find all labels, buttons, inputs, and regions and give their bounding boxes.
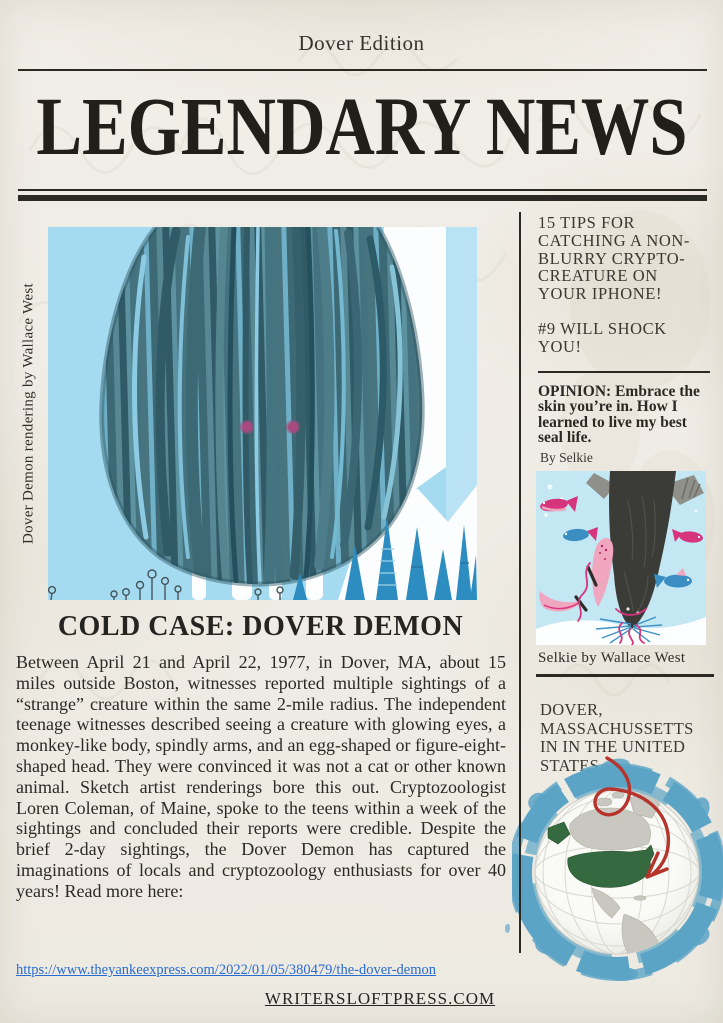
masthead-title: LEGENDARY NEWS bbox=[35, 79, 688, 173]
opinion-rule bbox=[538, 371, 710, 373]
masthead-rule-thick bbox=[18, 195, 707, 201]
teaser-headline: 15 TIPS FOR CATCHING A NON-BLURRY CRYPTO-CREATURE ON YOUR IPHONE! bbox=[538, 213, 691, 304]
image-credit-vertical: Dover Demon rendering by Wallace West bbox=[20, 283, 37, 544]
dover-location-map bbox=[512, 750, 723, 985]
brush-blobs bbox=[517, 757, 722, 981]
opinion-headline: OPINION: Embrace the skin you’re in. How I learned to live my best seal life. bbox=[538, 383, 700, 447]
graticule bbox=[535, 790, 699, 954]
map-heading: DOVER, MASSACHUSSETTS IN IN THE UNITED STATES bbox=[540, 700, 694, 775]
ink-blot bbox=[505, 924, 510, 933]
footer-site-link[interactable]: WRITERSLOFTPRESS.COM bbox=[264, 989, 496, 1008]
footer bbox=[0, 989, 723, 1009]
read-more-link[interactable]: https://www.theyankeexpress.com/2022/01/05/380479/the-dover-demon bbox=[16, 962, 436, 978]
masthead bbox=[0, 76, 723, 176]
brush-ring bbox=[512, 750, 723, 985]
united-states-shape bbox=[548, 822, 654, 887]
land-masses bbox=[570, 792, 660, 957]
globe-sphere bbox=[535, 790, 699, 954]
column-divider bbox=[519, 212, 521, 953]
selkie-caption: Selkie by Wallace West bbox=[538, 650, 686, 666]
header-rule-top bbox=[18, 69, 707, 71]
selkie-illustration bbox=[536, 471, 706, 645]
location-arrow bbox=[595, 758, 668, 877]
article-headline: COLD CASE: DOVER DEMON bbox=[57, 611, 464, 642]
edition-title: Dover Edition bbox=[298, 31, 425, 55]
article-body: Between April 21 and April 22, 1977, in Dover, MA, about 15 miles outside Boston, witnesses reported multiple sightings of a “strange” creature within the same 2-mile radius. The independent teenage witnesses described seeing a creature with glowing eyes, a monkey-like body, spindly arms, and an egg-shaped or figure-eight-shaped head. They were convinced it was not a cat or other known animal. Sketch artist renderings bore this out. Cryptozoologist Loren Coleman, of Maine, spoke to the teens within a week of the sightings and concluded their reports were credible. Despite the brief 2-day sightings, the Dover Demon has captured the imaginations of locals and cryptozoology enthusiasts for over 40 years! Read more here: bbox=[16, 652, 506, 901]
teaser-subheadline: #9 WILL SHOCK YOU! bbox=[538, 319, 667, 356]
dover-demon-illustration bbox=[48, 227, 477, 600]
opinion-byline: By Selkie bbox=[540, 450, 593, 465]
masthead-rule-thin bbox=[18, 189, 707, 191]
selkie-rule bbox=[536, 674, 714, 677]
